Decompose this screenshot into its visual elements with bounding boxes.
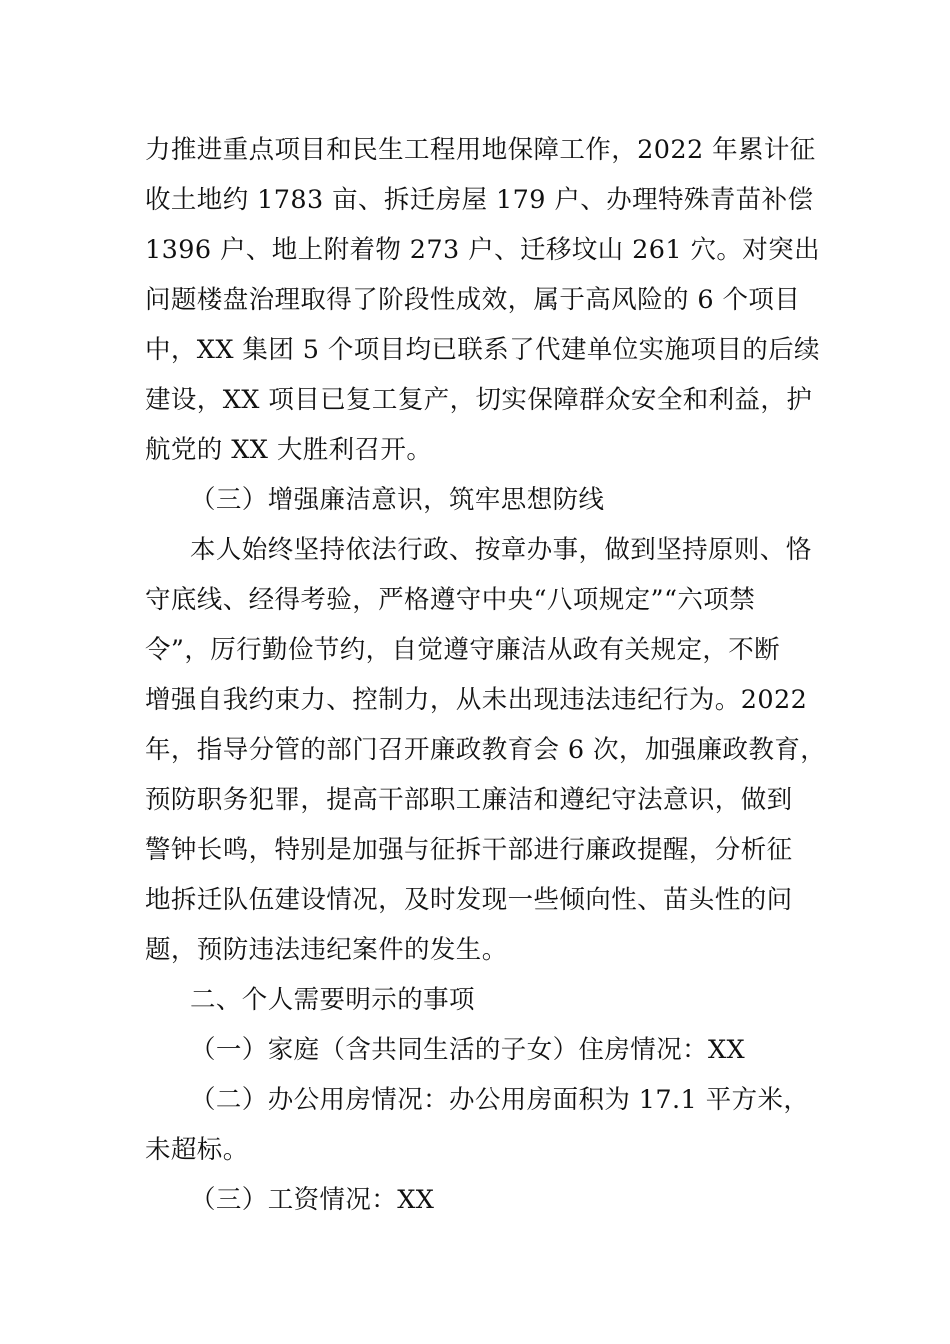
list-item-continuation: 未超标。 (145, 1135, 249, 1165)
section-heading: 二、个人需要明示的事项 (190, 985, 475, 1015)
paragraph-line: 建设，XX 项目已复工复产，切实保障群众安全和利益，护 (145, 385, 813, 415)
list-item: （二）办公用房情况：办公用房面积为 17.1 平方米， (190, 1085, 810, 1115)
paragraph-line: 预防职务犯罪，提高干部职工廉洁和遵纪守法意识，做到 (145, 785, 793, 815)
paragraph-line: 中，XX 集团 5 个项目均已联系了代建单位实施项目的后续 (145, 335, 820, 365)
paragraph-line: 航党的 XX 大胜利召开。 (145, 435, 433, 465)
list-item: （三）工资情况：XX (190, 1185, 435, 1215)
paragraph-line: 问题楼盘治理取得了阶段性成效，属于高风险的 6 个项目 (145, 285, 801, 315)
paragraph-line: 本人始终坚持依法行政、按章办事，做到坚持原则、恪 (190, 535, 812, 565)
list-item: （一）家庭（含共同生活的子女）住房情况：XX (190, 1035, 746, 1065)
paragraph-line: 题，预防违法违纪案件的发生。 (145, 935, 508, 965)
paragraph-line: 地拆迁队伍建设情况，及时发现一些倾向性、苗头性的问 (145, 885, 793, 915)
paragraph-line: 力推进重点项目和民生工程用地保障工作，2022 年累计征 (145, 135, 816, 165)
paragraph-line: 年，指导分管的部门召开廉政教育会 6 次，加强廉政教育， (145, 735, 827, 765)
paragraph-line: 警钟长鸣，特别是加强与征拆干部进行廉政提醒，分析征 (145, 835, 793, 865)
paragraph-line: 守底线、经得考验，严格遵守中央“八项规定”“六项禁 (145, 585, 756, 615)
paragraph-line: 增强自我约束力、控制力，从未出现违法违纪行为。2022 (145, 685, 808, 715)
paragraph-line: 1396 户、地上附着物 273 户、迁移坟山 261 穴。对突出 (145, 235, 820, 265)
paragraph-line: 收土地约 1783 亩、拆迁房屋 179 户、办理特殊青苗补偿 (145, 185, 814, 215)
paragraph-line: 令”，厉行勤俭节约，自觉遵守廉洁从政有关规定，不断 (145, 635, 781, 665)
section-heading: （三）增强廉洁意识，筑牢思想防线 (190, 485, 605, 515)
